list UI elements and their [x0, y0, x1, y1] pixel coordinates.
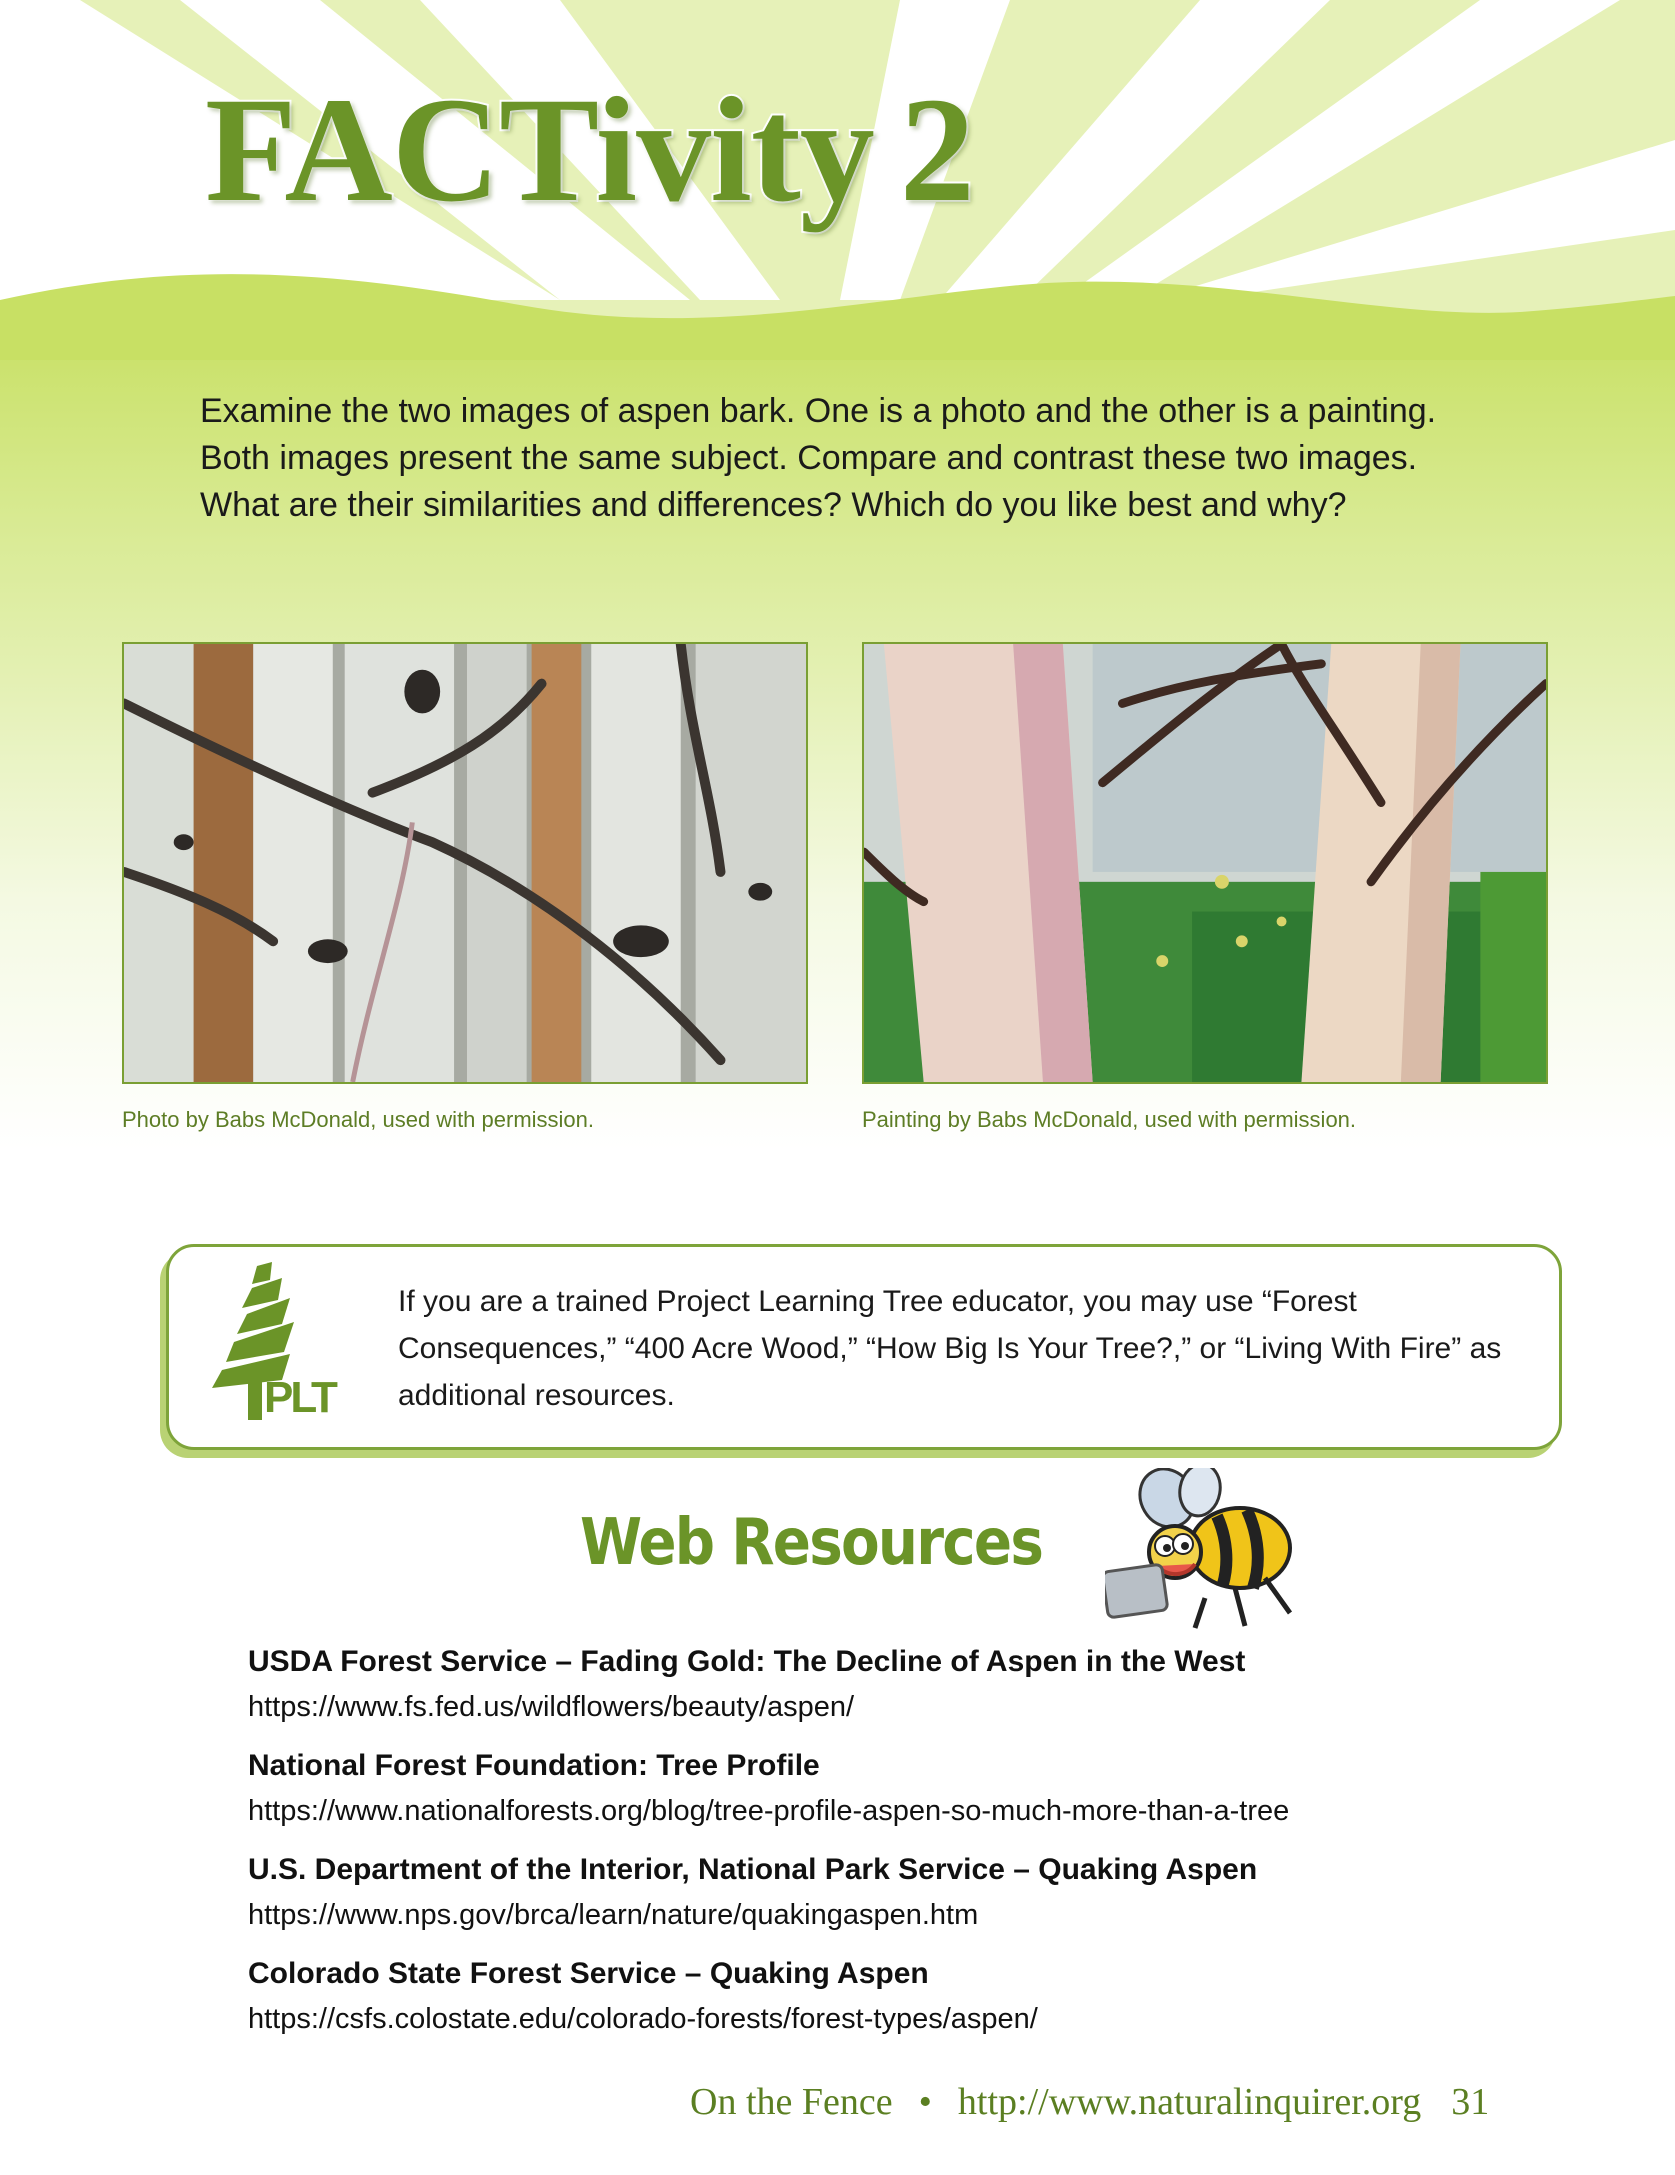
- title-number: 2: [899, 67, 974, 233]
- intro-paragraph: Examine the two images of aspen bark. One is a photo and the other is a painting. Both images present the same subject. Compare and contrast these two images. What are their similarities and differences? Which do you like best and why?: [200, 392, 1437, 524]
- web-resources-heading: Web Resources: [580, 1506, 1043, 1580]
- page-footer: [690, 2080, 1489, 2124]
- page-title: [205, 67, 974, 233]
- painting-caption: Painting by Babs McDonald, used with permission.: [862, 1107, 1357, 1132]
- footer-bullet: •: [918, 2081, 932, 2123]
- resource-item: [248, 1848, 1498, 1938]
- resource-link[interactable]: https://www.nationalforests.org/blog/tree-profile-aspen-so-much-more-than-a-tree: [248, 1795, 1290, 1827]
- resource-title: USDA Forest Service – Fading Gold: The Decline of Aspen in the West: [248, 1645, 1246, 1678]
- resource-item: [248, 1640, 1498, 1730]
- resource-link[interactable]: https://csfs.colostate.edu/colorado-forests/forest-types/aspen/: [248, 2003, 1038, 2035]
- resource-title: National Forest Foundation: Tree Profile: [248, 1749, 820, 1782]
- footer-publication: On the Fence: [690, 2081, 893, 2123]
- resource-title: Colorado State Forest Service – Quaking Aspen: [248, 1957, 929, 1990]
- resource-title: U.S. Department of the Interior, National Park Service – Quaking Aspen: [248, 1853, 1258, 1886]
- photo-caption: Photo by Babs McDonald, used with permission.: [122, 1107, 595, 1132]
- resource-item: [248, 1744, 1498, 1834]
- page-number: 31: [1451, 2081, 1490, 2123]
- resource-item: [248, 1952, 1498, 2042]
- web-resources-list: [248, 1640, 1498, 2056]
- bee-mascot-icon: [1105, 1468, 1305, 1638]
- resource-link[interactable]: https://www.fs.fed.us/wildflowers/beauty/aspen/: [248, 1691, 855, 1723]
- resource-link[interactable]: https://www.nps.gov/brca/learn/nature/quakingaspen.htm: [248, 1899, 979, 1931]
- footer-url[interactable]: http://www.naturalinquirer.org: [957, 2081, 1422, 2123]
- plt-callout-text: If you are a trained Project Learning Tree educator, you may use “Forest Consequences,” “400 Acre Wood,” “How Big Is Your Tree?,” or “Living With Fire” as additional resources.: [398, 1285, 1502, 1412]
- svg-text:PLT: PLT: [264, 1373, 335, 1422]
- title-word: FACTivity: [205, 67, 874, 233]
- aspen-bark-painting: [862, 642, 1548, 1084]
- plt-logo: [212, 1262, 362, 1422]
- aspen-bark-photo: [122, 642, 808, 1084]
